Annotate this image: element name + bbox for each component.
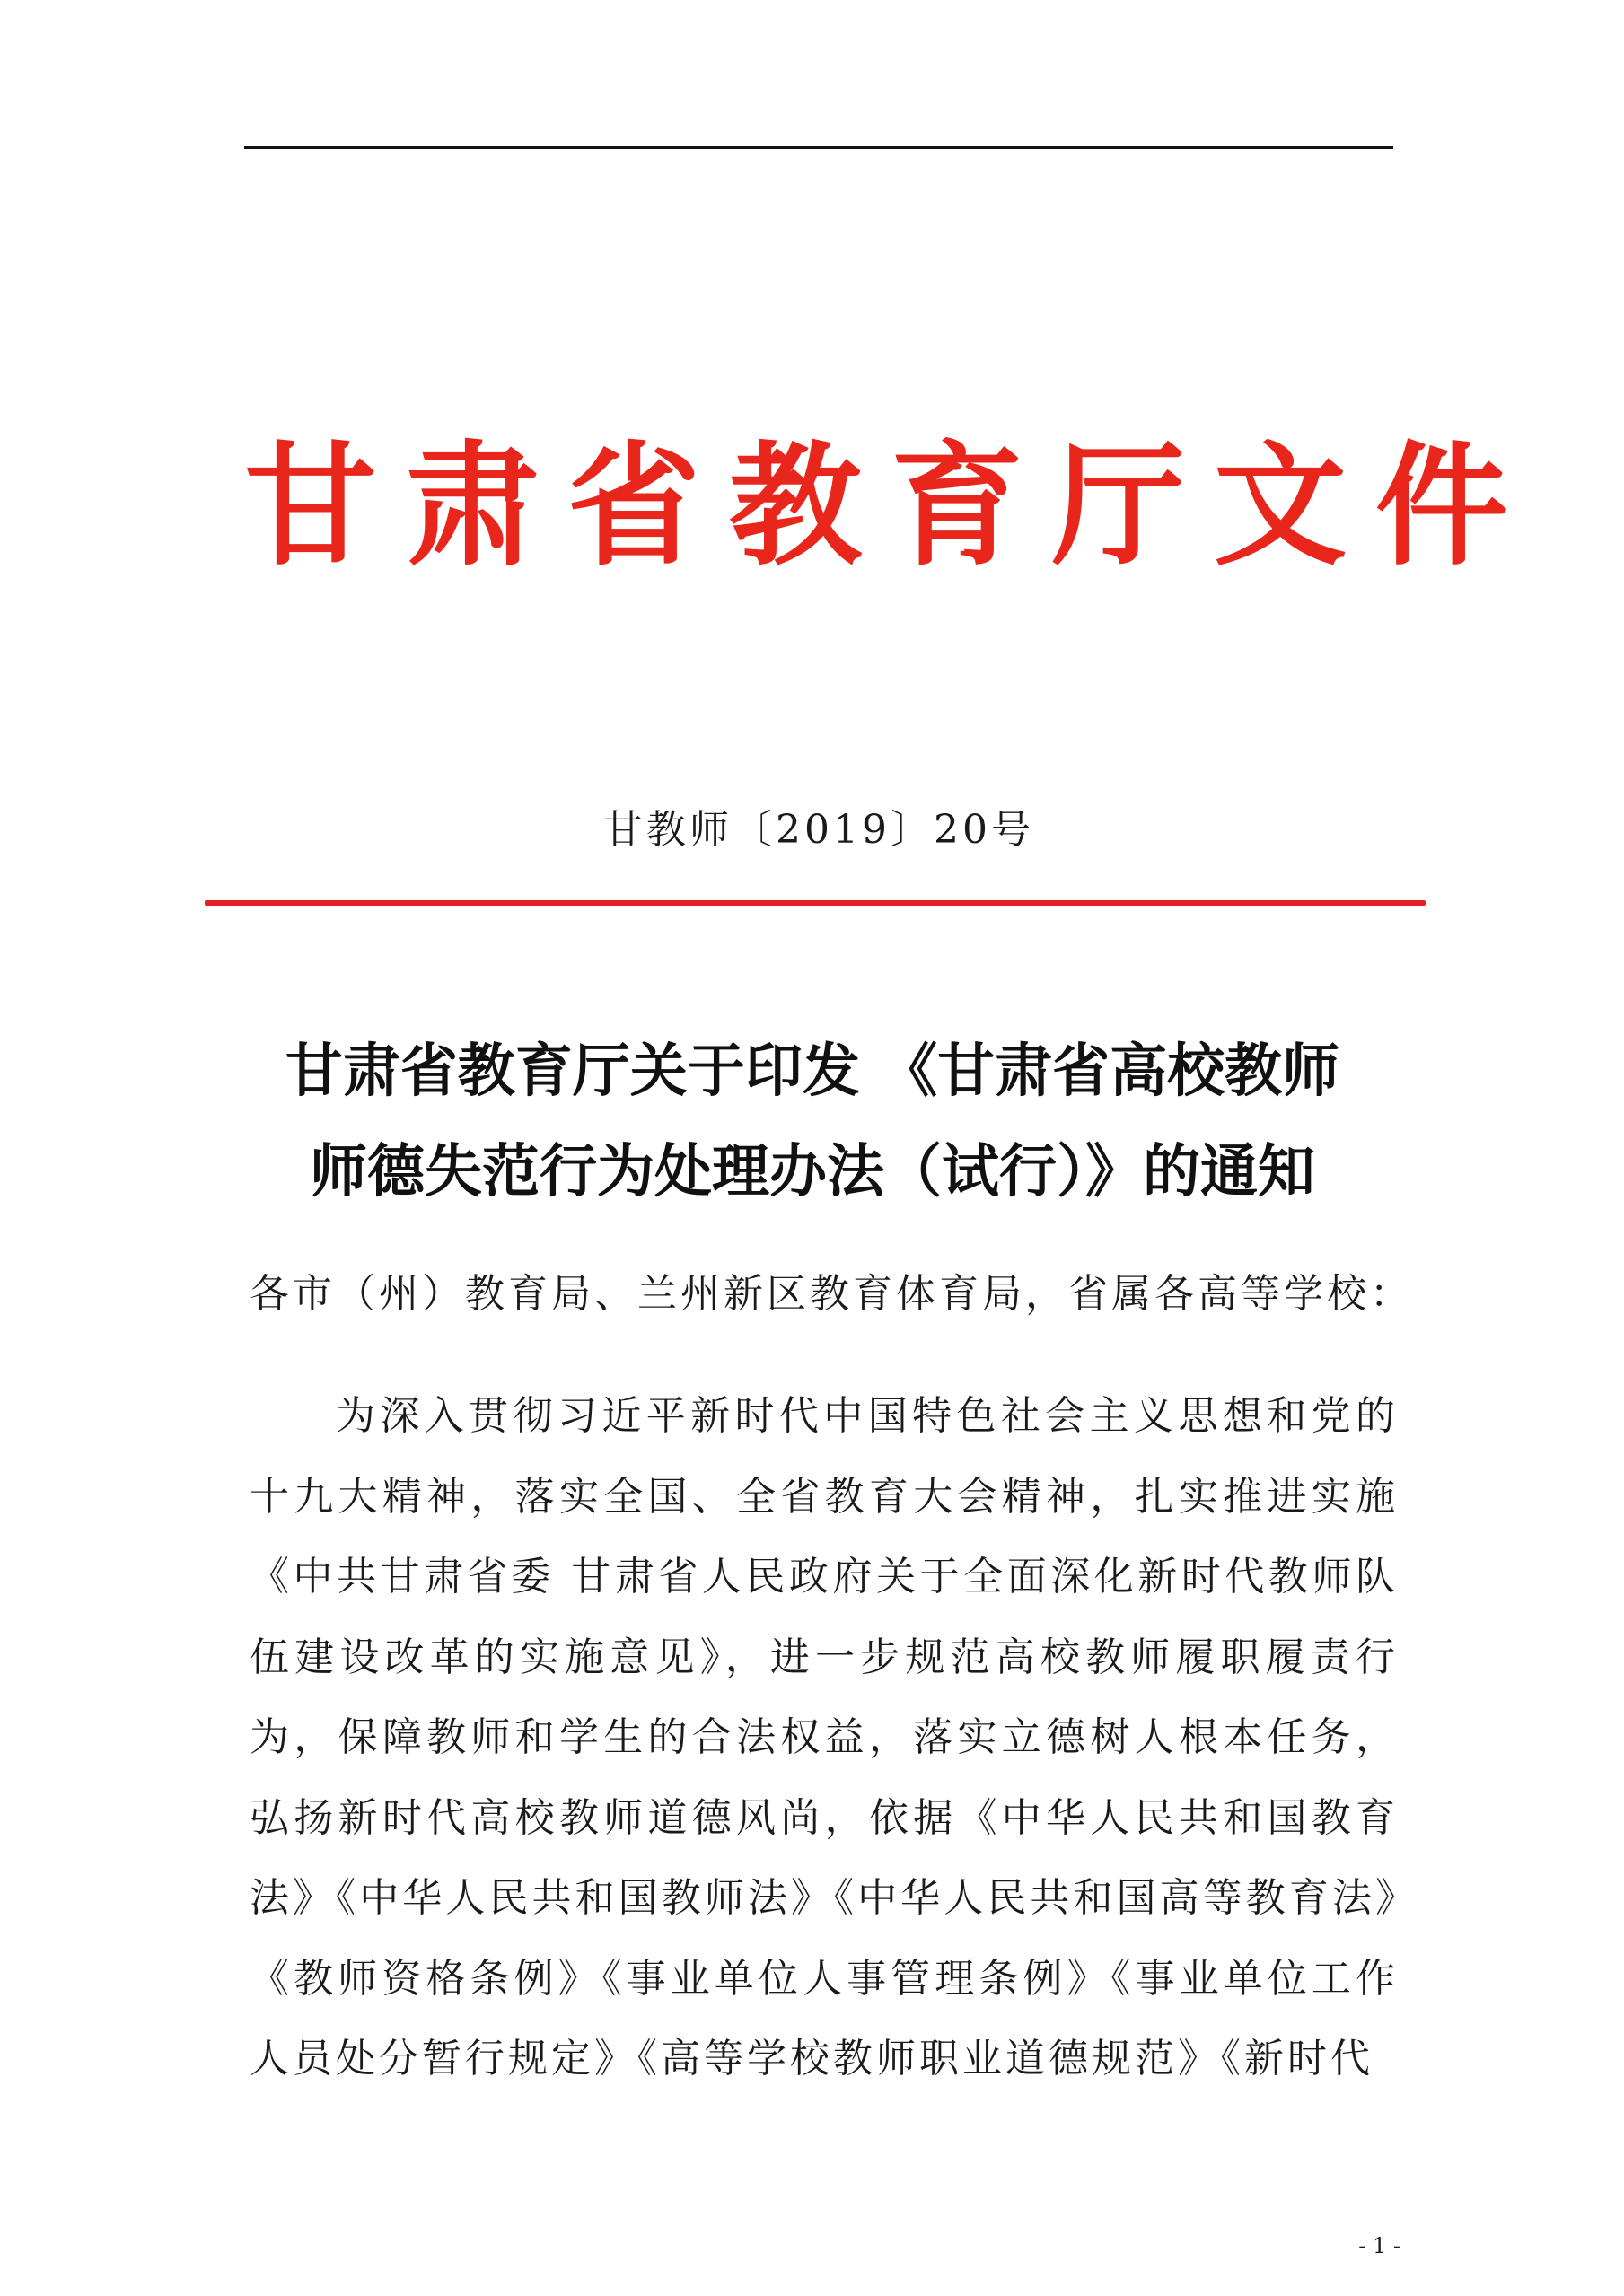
top-divider [244,146,1393,149]
red-divider [205,900,1426,906]
body-paragraph: 为深入贯彻习近平新时代中国特色社会主义思想和党的十九大精神，落实全国、全省教育大会精神，扎实推进实施《中共甘肃省委 甘肃省人民政府关于全面深化新时代教师队伍建设改革的实施意见》，进一步规范高校教师履职履责行为，保障教师和学生的合法权益，落实立德树人根本任务，弘扬新时代高校教师道德风尚，依据《中华人民共和国教育法》《中华人民共和国教师法》《中华人民共和国高等教育法》《教师资格条例》《事业单位人事管理条例》《事业单位工作人员处分暂行规定》《高等学校教师职业道德规范》《新时代 [250,1393,1399,2081]
page-number: - 1 - [1358,2233,1400,2258]
document-number: 甘教师〔2019〕20号 [603,807,1034,853]
document-header: 甘肃省教育厅文件 [244,429,1537,583]
notice-title [180,1021,1445,1222]
notice-title-line: 师德失范行为处理办法（试行）》的通知 [310,1138,1315,1205]
salutation: 各市（州）教育局、兰州新区教育体育局，省属各高等学校： [250,1271,1413,1317]
notice-title-line: 甘肃省教育厅关于印发 《甘肃省高校教师 [285,1038,1340,1105]
